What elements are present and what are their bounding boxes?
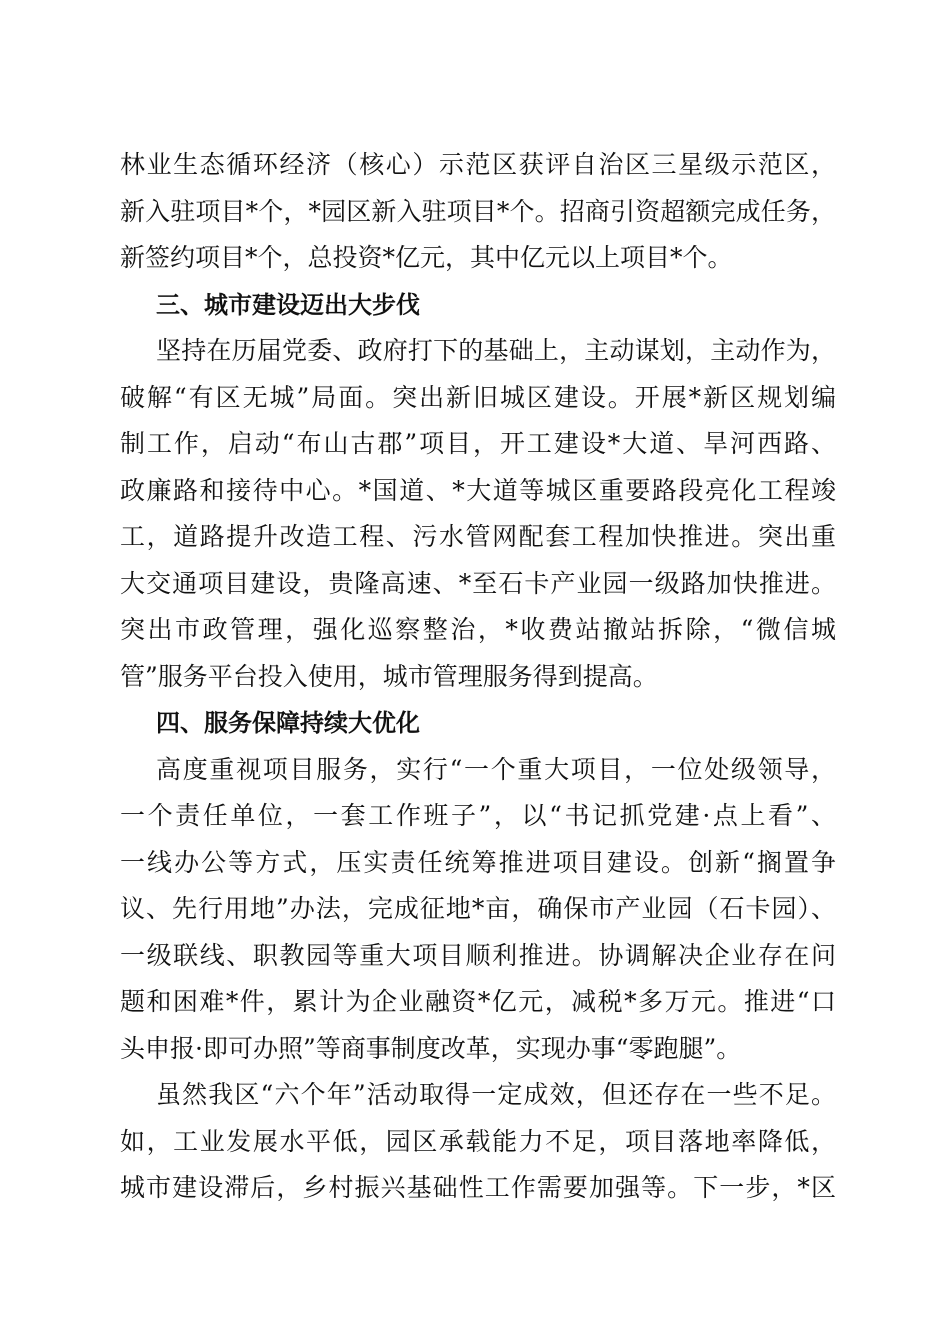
text-line: 城市建设滞后，乡村振兴基础性工作需要加强等。下一步，*区 [120,1173,836,1202]
text-line: 一级联线、职教园等重大项目顺利推进。协调解决企业存在问 [120,940,836,970]
text-line: 大交通项目建设，贵隆高速、*至石卡产业园一级路加快推进。 [120,568,836,598]
text-line: 虽然我区“六个年”活动取得一定成效，但还存在一些不足。 [156,1080,836,1109]
text-line: 一线办公等方式，压实责任统筹推进项目建设。创新“搁置争 [120,847,836,877]
paragraph-shortcomings [120,1072,836,1212]
text-line: 议、先行用地”办法，完成征地*亩，确保市产业园（石卡园）、 [120,894,836,923]
paragraph-service-guarantee [120,747,836,1073]
text-line: 破解“有区无城”局面。突出新旧城区建设。开展*新区规划编 [120,382,836,412]
text-line: 突出市政管理，强化巡察整治，*收费站撤站拆除，“微信城 [120,615,836,644]
text-line: 管”服务平台投入使用，城市管理服务得到提高。 [120,661,658,691]
text-line: 工，道路提升改造工程、污水管网配套工程加快推进。突出重 [120,522,836,551]
paragraph-investment [120,142,836,282]
text-line: 头申报·即可办照”等商事制度改革，实现办事“零跑腿”。 [120,1033,742,1063]
text-line: 高度重视项目服务，实行“一个重大项目，一位处级领导， [156,754,836,784]
text-line: 政廉路和接待中心。*国道、*大道等城区重要路段亮化工程竣 [120,475,836,505]
text-line: 制工作，启动“布山古郡”项目，开工建设*大道、旱河西路、 [120,429,836,458]
text-line: 题和困难*件，累计为企业融资*亿元，减税*多万元。推进“口 [120,987,836,1016]
text-line: 坚持在历届党委、政府打下的基础上，主动谋划，主动作为， [156,336,836,365]
text-line: 一个责任单位，一套工作班子”，以“书记抓党建·点上看”、 [120,801,836,830]
section-heading-urban-construction: 三、城市建设迈出大步伐 [156,290,420,319]
text-line: 林业生态循环经济（核心）示范区获评自治区三星级示范区， [120,150,836,179]
text-line: 如，工业发展水平低，园区承载能力不足，项目落地率降低， [120,1126,836,1156]
section-heading-service-guarantee: 四、服务保障持续大优化 [156,709,420,737]
text-line: 新入驻项目*个，*园区新入驻项目*个。招商引资超额完成任务， [120,196,836,226]
text-line: 新签约项目*个，总投资*亿元，其中亿元以上项目*个。 [120,243,733,272]
paragraph-urban-construction [120,328,836,700]
document-body [120,142,836,1212]
